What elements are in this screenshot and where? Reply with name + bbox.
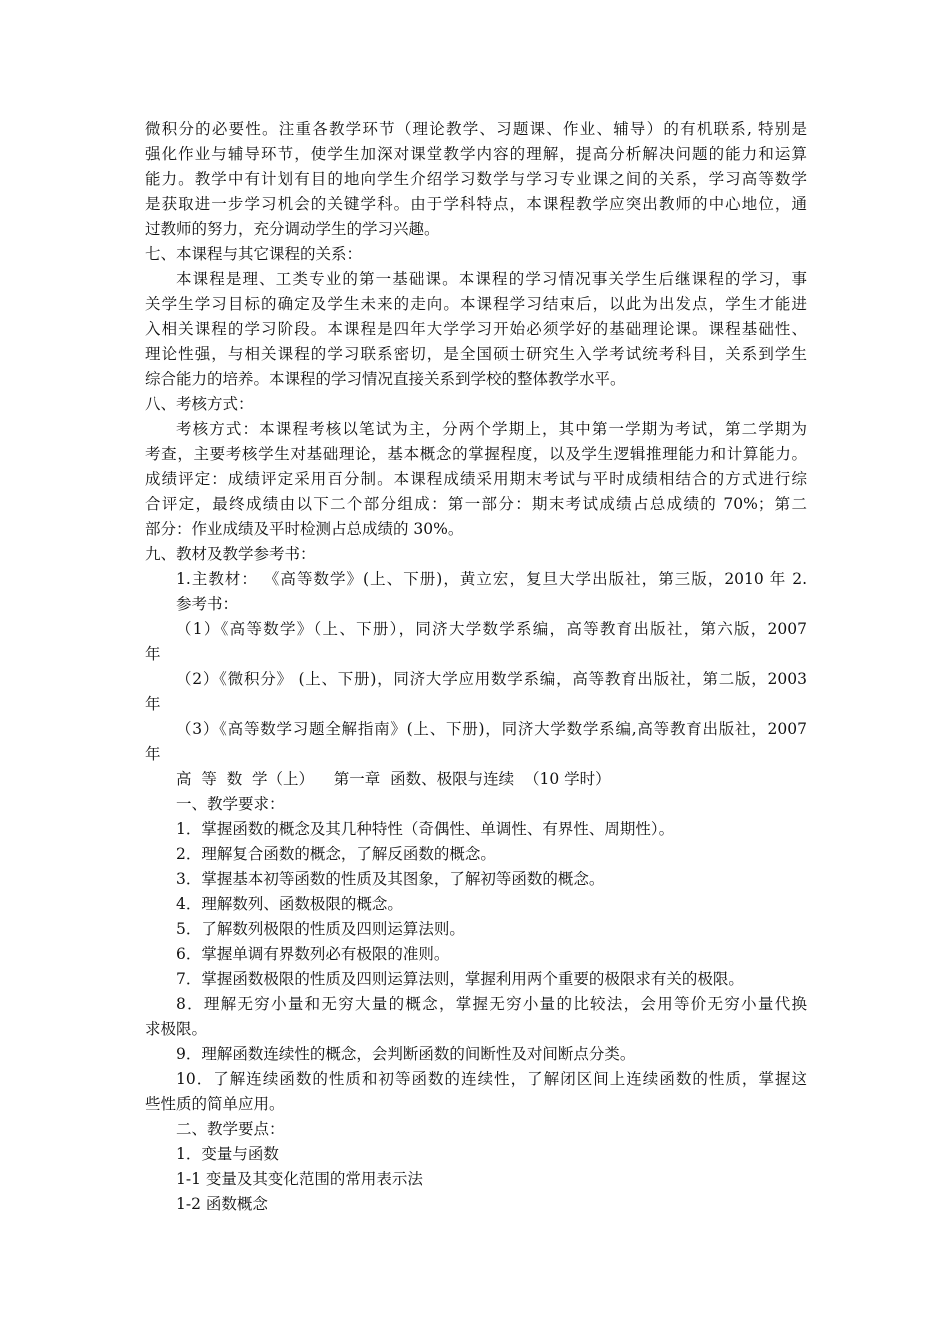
list-item: 7．掌握函数极限的性质及四则运算法则，掌握利用两个重要的极限求有关的极限。 [176, 970, 744, 988]
text-line: 微积分的必要性。注重各教学环节（理论教学、习题课、作业、辅导）的有机联系, 特别是 [145, 120, 807, 138]
list-item: 3．掌握基本初等函数的性质及其图象，了解初等函数的概念。 [176, 870, 605, 888]
text-line: 过教师的努力，充分调动学生的学习兴趣。 [145, 220, 440, 238]
list-item: 2．理解复合函数的概念，了解反函数的概念。 [176, 845, 496, 863]
text-line: 理论性强，与相关课程的学习联系密切，是全国硕士研究生入学考试统考科目，关系到学生 [145, 345, 807, 363]
text-line: 年 [145, 745, 161, 763]
list-item: 4．理解数列、函数极限的概念。 [176, 895, 403, 913]
list-item: 1-2 函数概念 [176, 1195, 268, 1213]
list-item: 1．变量与函数 [176, 1145, 279, 1163]
section-heading: 九、教材及教学参考书： [145, 545, 316, 563]
list-item: 1．掌握函数的概念及其几种特性（奇偶性、单调性、有界性、周期性）。 [176, 820, 675, 838]
text-line: 年 [145, 645, 161, 663]
reference-item: （3）《高等数学习题全解指南》(上、下册)，同济大学数学系编,高等教育出版社，2007 [176, 720, 807, 738]
text-line: 部分：作业成绩及平时检测占总成绩的 30%。 [145, 520, 464, 538]
section-heading: 八、考核方式： [145, 395, 254, 413]
list-item: 10．了解连续函数的性质和初等函数的连续性，了解闭区间上连续函数的性质，掌握这 [176, 1070, 807, 1088]
list-item: 8．理解无穷小量和无穷大量的概念，掌握无穷小量的比较法，会用等价无穷小量代换 [176, 995, 807, 1013]
reference-item: （1）《高等数学》（上、下册），同济大学数学系编，高等教育出版社，第六版，2007 [176, 620, 807, 638]
text-line: 考查，主要考核学生对基础理论，基本概念的掌握程度，以及学生逻辑推理能力和计算能力。 [145, 445, 807, 463]
text-line: 参考书： [176, 595, 239, 613]
text-line: 合评定，最终成绩由以下二个部分组成：第一部分：期末考试成绩占总成绩的 70%；第二 [145, 495, 807, 513]
reference-item: （2）《微积分》 (上、下册)，同济大学应用数学系编，高等教育出版社，第二版，2003 [176, 670, 807, 688]
list-item: 6．掌握单调有界数列必有极限的准则。 [176, 945, 450, 963]
text-line: 综合能力的培养。本课程的学习情况直接关系到学校的整体教学水平。 [145, 370, 626, 388]
section-heading: 二、教学要点： [176, 1120, 285, 1138]
text-line: 入相关课程的学习阶段。本课程是四年大学学习开始必须学好的基础理论课。课程基础性、 [145, 320, 807, 338]
text-line: 些性质的简单应用。 [145, 1095, 285, 1113]
section-heading: 七、本课程与其它课程的关系： [145, 245, 363, 263]
text-line: 能力。教学中有计划有目的地向学生介绍学习数学与学习专业课之间的关系，学习高等数学 [145, 170, 807, 188]
text-line: 年 [145, 695, 161, 713]
chapter-title: 高 等 数 学（上） 第一章 函数、极限与连续 （10 学时） [176, 770, 611, 788]
text-line: 关学生学习目标的确定及学生未来的走向。本课程学习结束后，以此为出发点，学生才能进 [145, 295, 807, 313]
text-line: 1.主教材： 《高等数学》(上、下册)，黄立宏，复旦大学出版社，第三版，2010 年 2. [176, 570, 807, 588]
text-line: 求极限。 [145, 1020, 208, 1038]
text-line: 考核方式：本课程考核以笔试为主，分两个学期上，其中第一学期为考试，第二学期为 [176, 420, 807, 438]
list-item: 1-1 变量及其变化范围的常用表示法 [176, 1170, 423, 1188]
list-item: 5．了解数列极限的性质及四则运算法则。 [176, 920, 465, 938]
list-item: 9．理解函数连续性的概念，会判断函数的间断性及对间断点分类。 [176, 1045, 636, 1063]
text-line: 成绩评定：成绩评定采用百分制。本课程成绩采用期末考试与平时成绩相结合的方式进行综 [145, 470, 807, 488]
text-line: 是获取进一步学习机会的关键学科。由于学科特点，本课程教学应突出教师的中心地位，通 [145, 195, 807, 213]
text-line: 本课程是理、工类专业的第一基础课。本课程的学习情况事关学生后继课程的学习，事 [176, 270, 807, 288]
section-heading: 一、教学要求： [176, 795, 285, 813]
text-line: 强化作业与辅导环节，使学生加深对课堂教学内容的理解，提高分析解决问题的能力和运算 [145, 145, 807, 163]
